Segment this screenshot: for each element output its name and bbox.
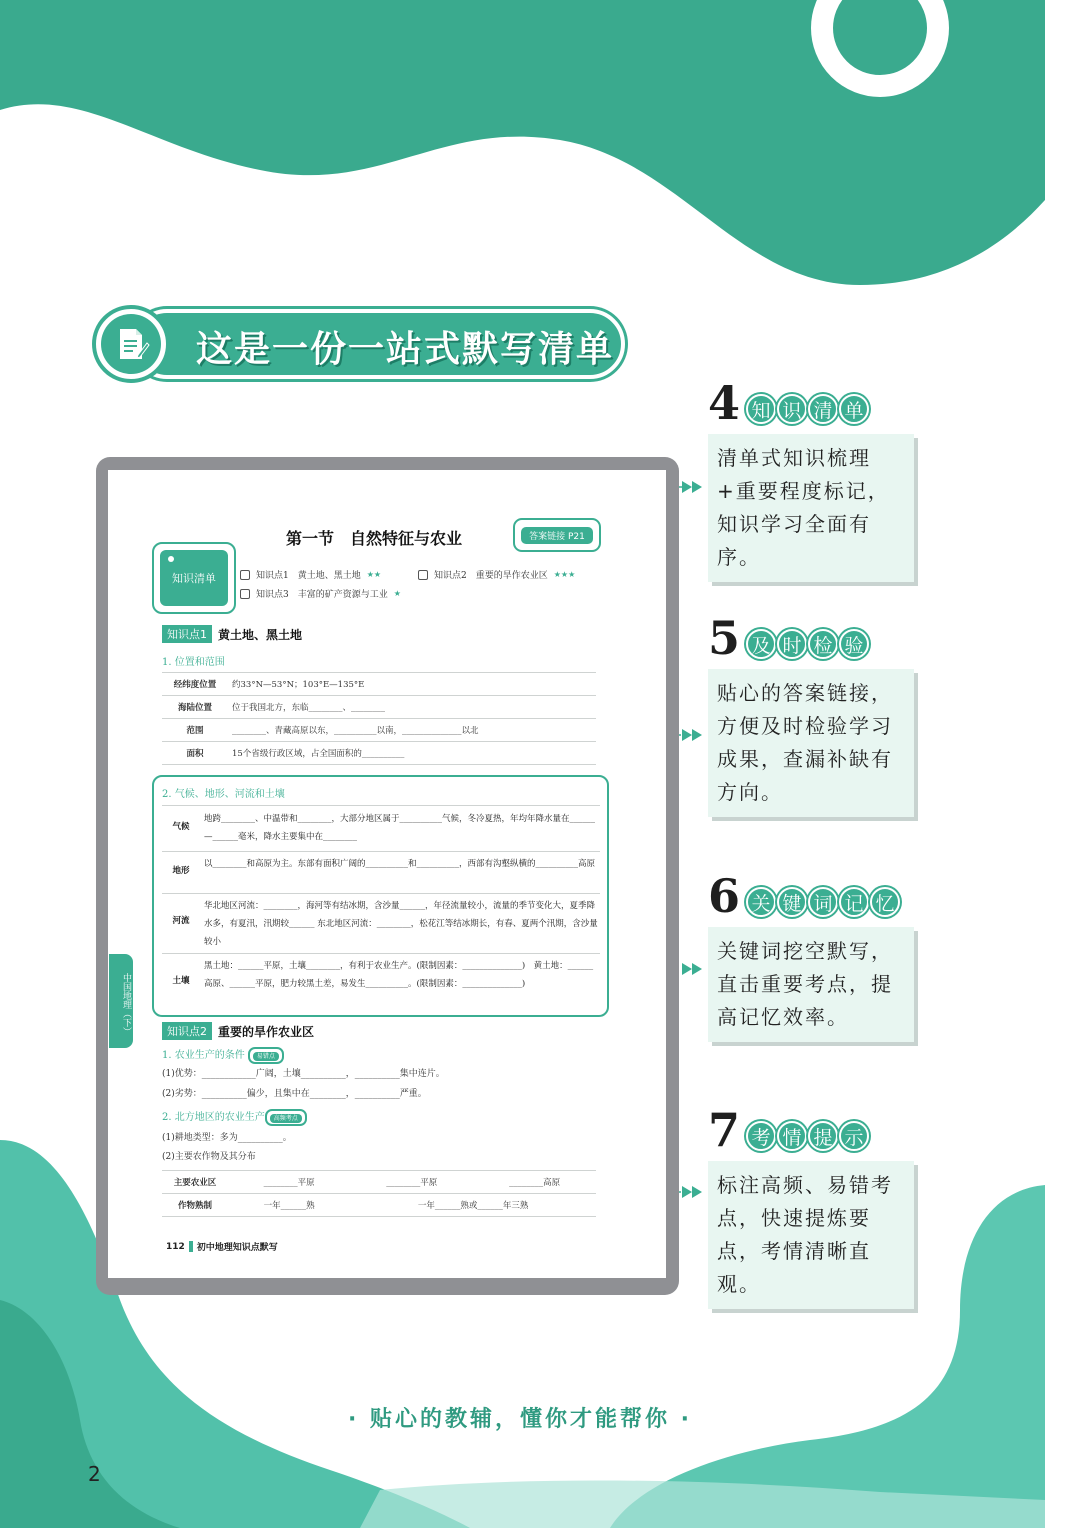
banner (92, 305, 627, 383)
kp2-line: (2)主要农作物及其分布 (162, 1152, 256, 1162)
high-frequency-tag: 高频考点 (265, 1109, 307, 1126)
kp2-line: (2)劣势：__________偏少，且集中在________，__________严重。 (162, 1089, 427, 1099)
knowledge-list-label: 知识清单 (172, 572, 216, 585)
knowledge-list-tab (152, 542, 236, 614)
callout-text: 清单式知识梳理+重要程度标记，知识学习全面有序。 (708, 434, 914, 582)
document-pencil-icon (112, 325, 150, 363)
banner-icon-circle (92, 305, 170, 383)
answer-link-tag: 答案链接 P21 (513, 518, 601, 552)
keyword-box (152, 775, 609, 1017)
kp1-sub1: 1. 位置和范围 (162, 657, 225, 668)
kp2-cond-head: 1. 农业生产的条件 易错点 (162, 1046, 284, 1064)
callout-text: 关键词挖空默写，直击重要考点，提高记忆效率。 (708, 927, 914, 1042)
chapter-side-tab: 中国地理（下） (109, 954, 133, 1048)
callout-number: 7 (708, 1103, 741, 1157)
table-row: 气候 地跨________、中温带和________，大部分地区属于__________气候，冬冷夏热，年均年降水量在______—______毫米，降水主要集中在________ (162, 805, 600, 851)
callout-number: 6 (708, 869, 741, 923)
page-number: 2 (88, 1462, 101, 1486)
banner-title: 这是一份一站式默写清单 (196, 329, 615, 370)
kp2-line: (1)优势：____________广阔，土壤__________，__________集中连片。 (162, 1069, 445, 1079)
callout-number: 5 (708, 611, 741, 665)
connector-arrows (682, 481, 702, 1198)
table-row: 经纬度位置 约33°N—53°N；103°E—135°E (162, 673, 596, 696)
sample-page-footer: 112 初中地理知识点默写 (166, 1241, 278, 1253)
crop-table (162, 1170, 596, 1217)
error-prone-tag: 易错点 (248, 1047, 284, 1064)
table-row: 作物熟制 一年______熟 一年______熟或______年三熟 (162, 1194, 596, 1217)
callout-title: 知 识 清 单 (746, 394, 869, 424)
section-title: 第一节 自然特征与农业 (286, 529, 463, 548)
kp1-sub2: 2. 气候、地形、河流和土壤 (162, 789, 285, 800)
table-row: 面积 15个省级行政区域，占全国面积的__________ (162, 742, 596, 765)
kp2-north-head: 2. 北方地区的农业生产 高频考点 (162, 1108, 307, 1126)
table-row: 土壤 黑土地：______平原，土壤________，有利于农业生产。(限制因素：______________) 黄土地：______高原、______平原，肥力较黑土差，易发生__________。(限制因素：______________) (162, 953, 600, 1009)
callout-text: 贴心的答案链接，方便及时检验学习成果，查漏补缺有方向。 (708, 669, 914, 817)
table-row: 河流 华北地区河流：________，海河等有结冰期，含沙量______，年径流量较小，流量的季节变化大，夏季降水多，有夏汛，汛期较______ 东北地区河流：________，松花江等结冰期长，有春、夏两个汛期，含沙量较小 (162, 893, 600, 953)
callout-title: 考 情 提 示 (746, 1121, 869, 1151)
kp2-line: (1)耕地类型：多为__________。 (162, 1133, 292, 1143)
table-row: 海陆位置 位于我国北方，东临________、________ (162, 696, 596, 719)
table-row: 主要农业区 ________平原 ________平原 ________高原 (162, 1171, 596, 1194)
callout-title: 关 键 词 记 忆 (746, 887, 900, 917)
table-row: 范围 ________、青藏高原以东，__________以南，______________以北 (162, 719, 596, 742)
callout-title: 及 时 检 验 (746, 629, 869, 659)
sample-page (108, 470, 666, 1278)
location-table (162, 672, 596, 765)
top-wave-shape (0, 0, 1045, 285)
kp-list-item: 知识点1 黄土地、黑土地 ★★ (240, 568, 381, 581)
callout-text: 标注高频、易错考点，快速提炼要点，考情清晰直观。 (708, 1161, 914, 1309)
table-row: 地形 以________和高原为主。东部有面积广阔的__________和__________，西部有沟壑纵横的__________高原 (162, 851, 600, 893)
callout-number: 4 (708, 376, 741, 430)
slogan: · 贴心的教辅，懂你才能帮你 · (347, 1407, 693, 1432)
kp2-heading: 知识点2 重要的旱作农业区 (162, 1022, 314, 1040)
kp-list-item: 知识点2 重要的旱作农业区 ★★★ (418, 568, 575, 581)
kp-list-item: 知识点3 丰富的矿产资源与工业 ★ (240, 587, 401, 600)
kp1-heading: 知识点1 黄土地、黑土地 (162, 625, 302, 643)
